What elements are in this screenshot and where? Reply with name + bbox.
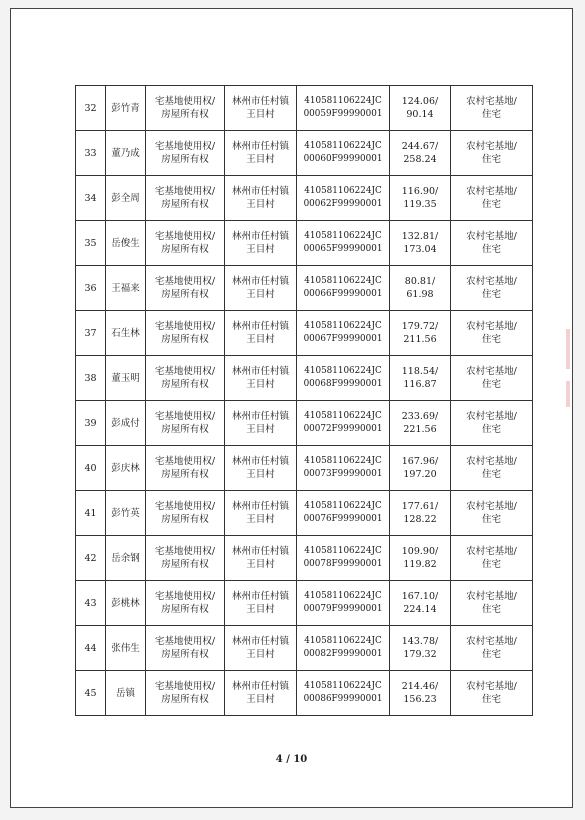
cell-location — [225, 86, 297, 131]
cell-unit-code-line: 410581106224JC — [304, 456, 382, 466]
page-number: 4 / 10 — [275, 754, 308, 765]
cell-right-type-line: 宅基地使用权/ — [154, 321, 216, 332]
cell-unit-code-line: 410581106224JC — [304, 546, 382, 556]
cell-owner-name: 石生林 — [106, 311, 146, 356]
cell-unit-code-line: 410581106224JC — [304, 411, 382, 421]
cell-area-line: 118.54/ — [401, 366, 439, 377]
cell-right-type-line: 宅基地使用权/ — [154, 276, 216, 287]
table-row — [76, 581, 533, 626]
cell-use-line: 农村宅基地/ — [466, 501, 517, 512]
cell-area-line: 197.20 — [403, 469, 437, 480]
cell-right-type-line: 房屋所有权 — [161, 289, 209, 300]
cell-use-line: 住宅 — [481, 379, 501, 390]
cell-unit-code — [297, 311, 390, 356]
cell-use-line: 农村宅基地/ — [466, 186, 517, 197]
cell-number: 40 — [76, 446, 106, 491]
cell-unit-code-line: 00065F99990001 — [303, 244, 383, 254]
cell-right-type — [146, 491, 225, 536]
cell-right-type-line: 房屋所有权 — [161, 334, 209, 345]
cell-area — [390, 86, 451, 131]
cell-use — [451, 401, 533, 446]
table-row — [76, 311, 533, 356]
cell-area-line: 167.96/ — [401, 456, 439, 467]
cell-right-type — [146, 86, 225, 131]
cell-use — [451, 356, 533, 401]
cell-number: 34 — [76, 176, 106, 221]
cell-use-line: 住宅 — [481, 424, 501, 435]
table-row — [76, 401, 533, 446]
cell-right-type — [146, 311, 225, 356]
cell-unit-code — [297, 131, 390, 176]
cell-unit-code — [297, 446, 390, 491]
cell-number: 43 — [76, 581, 106, 626]
cell-area-line: 214.46/ — [401, 681, 439, 692]
cell-owner-name: 彭桃林 — [106, 581, 146, 626]
cell-area — [390, 626, 451, 671]
cell-unit-code-line: 00068F99990001 — [303, 379, 383, 389]
cell-location-line: 林州市任村镇 — [231, 366, 289, 377]
cell-use-line: 农村宅基地/ — [466, 231, 517, 242]
cell-right-type-line: 房屋所有权 — [161, 559, 209, 570]
cell-right-type — [146, 176, 225, 221]
cell-number: 41 — [76, 491, 106, 536]
cell-location-line: 王目村 — [246, 559, 275, 570]
cell-right-type-line: 房屋所有权 — [161, 244, 209, 255]
cell-unit-code-line: 410581106224JC — [304, 96, 382, 106]
cell-unit-code-line: 00073F99990001 — [303, 469, 383, 479]
cell-owner-name: 彭竹英 — [106, 491, 146, 536]
cell-location-line: 林州市任村镇 — [231, 186, 289, 197]
cell-use — [451, 311, 533, 356]
cell-area-line: 119.35 — [403, 199, 437, 210]
cell-right-type — [146, 266, 225, 311]
cell-location — [225, 626, 297, 671]
cell-area-line: 211.56 — [403, 334, 437, 345]
cell-number: 32 — [76, 86, 106, 131]
cell-use-line: 农村宅基地/ — [466, 681, 517, 692]
cell-location-line: 林州市任村镇 — [231, 501, 289, 512]
cell-right-type-line: 房屋所有权 — [161, 154, 209, 165]
cell-area-line: 244.67/ — [401, 141, 439, 152]
cell-unit-code — [297, 671, 390, 716]
cell-unit-code-line: 410581106224JC — [304, 321, 382, 331]
cell-owner-name: 彭全周 — [106, 176, 146, 221]
cell-use-line: 住宅 — [481, 199, 501, 210]
cell-location-line: 林州市任村镇 — [231, 411, 289, 422]
cell-right-type-line: 宅基地使用权/ — [154, 591, 216, 602]
cell-location — [225, 311, 297, 356]
cell-use-line: 农村宅基地/ — [466, 411, 517, 422]
cell-location — [225, 581, 297, 626]
table-row — [76, 266, 533, 311]
cell-area-line: 119.82 — [403, 559, 437, 570]
cell-owner-name: 岳余钢 — [106, 536, 146, 581]
cell-owner-name: 彭庆林 — [106, 446, 146, 491]
cell-right-type — [146, 131, 225, 176]
cell-use — [451, 536, 533, 581]
cell-location-line: 王目村 — [246, 199, 275, 210]
cell-unit-code — [297, 536, 390, 581]
cell-use — [451, 131, 533, 176]
cell-location-line: 林州市任村镇 — [231, 231, 289, 242]
cell-area-line: 156.23 — [403, 694, 437, 705]
cell-location — [225, 671, 297, 716]
cell-unit-code — [297, 581, 390, 626]
cell-number: 45 — [76, 671, 106, 716]
table-body — [76, 86, 533, 716]
table-row — [76, 131, 533, 176]
cell-right-type — [146, 626, 225, 671]
cell-unit-code-line: 410581106224JC — [304, 591, 382, 601]
cell-unit-code — [297, 221, 390, 266]
cell-area — [390, 266, 451, 311]
cell-right-type-line: 房屋所有权 — [161, 469, 209, 480]
cell-number: 35 — [76, 221, 106, 266]
cell-use — [451, 86, 533, 131]
cell-location-line: 王目村 — [246, 649, 275, 660]
cell-unit-code — [297, 356, 390, 401]
cell-right-type-line: 宅基地使用权/ — [154, 681, 216, 692]
cell-location-line: 林州市任村镇 — [231, 276, 289, 287]
cell-use — [451, 221, 533, 266]
cell-use — [451, 446, 533, 491]
cell-right-type-line: 宅基地使用权/ — [154, 501, 216, 512]
cell-number: 44 — [76, 626, 106, 671]
cell-area-line: 173.04 — [403, 244, 437, 255]
cell-area-line: 177.61/ — [401, 501, 439, 512]
cell-right-type-line: 房屋所有权 — [161, 379, 209, 390]
cell-location-line: 林州市任村镇 — [231, 96, 289, 107]
cell-use — [451, 491, 533, 536]
cell-right-type-line: 宅基地使用权/ — [154, 456, 216, 467]
cell-right-type-line: 房屋所有权 — [161, 649, 209, 660]
cell-right-type-line: 宅基地使用权/ — [154, 546, 216, 557]
cell-right-type — [146, 536, 225, 581]
cell-right-type-line: 房屋所有权 — [161, 109, 209, 120]
cell-use-line: 住宅 — [481, 109, 501, 120]
cell-owner-name: 王福来 — [106, 266, 146, 311]
cell-use — [451, 581, 533, 626]
cell-location — [225, 266, 297, 311]
cell-right-type-line: 宅基地使用权/ — [154, 186, 216, 197]
cell-right-type-line: 宅基地使用权/ — [154, 411, 216, 422]
cell-use — [451, 626, 533, 671]
cell-use-line: 农村宅基地/ — [466, 321, 517, 332]
cell-number: 38 — [76, 356, 106, 401]
cell-location-line: 林州市任村镇 — [231, 591, 289, 602]
cell-location — [225, 536, 297, 581]
table-row — [76, 176, 533, 221]
cell-area-line: 109.90/ — [401, 546, 439, 557]
cell-use-line: 住宅 — [481, 469, 501, 480]
cell-right-type-line: 宅基地使用权/ — [154, 366, 216, 377]
cell-unit-code — [297, 176, 390, 221]
cell-number: 42 — [76, 536, 106, 581]
cell-location-line: 王目村 — [246, 289, 275, 300]
cell-use-line: 农村宅基地/ — [466, 456, 517, 467]
cell-location-line: 王目村 — [246, 379, 275, 390]
table-row — [76, 491, 533, 536]
cell-area — [390, 446, 451, 491]
cell-unit-code-line: 410581106224JC — [304, 186, 382, 196]
cell-unit-code-line: 410581106224JC — [304, 231, 382, 241]
cell-area-line: 132.81/ — [401, 231, 439, 242]
cell-area-line: 258.24 — [403, 154, 437, 165]
cell-right-type-line: 房屋所有权 — [161, 424, 209, 435]
cell-area — [390, 356, 451, 401]
cell-owner-name: 彭竹青 — [106, 86, 146, 131]
cell-number: 39 — [76, 401, 106, 446]
table-row — [76, 221, 533, 266]
cell-right-type — [146, 446, 225, 491]
cell-owner-name: 董乃成 — [106, 131, 146, 176]
cell-unit-code-line: 00066F99990001 — [303, 289, 383, 299]
cell-owner-name: 岳镇 — [106, 671, 146, 716]
cell-area-line: 233.69/ — [401, 411, 439, 422]
cell-right-type-line: 房屋所有权 — [161, 604, 209, 615]
cell-use-line: 住宅 — [481, 559, 501, 570]
cell-right-type — [146, 401, 225, 446]
cell-area-line: 179.72/ — [401, 321, 439, 332]
cell-use-line: 农村宅基地/ — [466, 591, 517, 602]
cell-right-type-line: 房屋所有权 — [161, 199, 209, 210]
cell-unit-code — [297, 266, 390, 311]
cell-unit-code-line: 00082F99990001 — [303, 649, 383, 659]
cell-location — [225, 491, 297, 536]
cell-unit-code — [297, 86, 390, 131]
cell-location-line: 林州市任村镇 — [231, 546, 289, 557]
cell-right-type-line: 宅基地使用权/ — [154, 636, 216, 647]
cell-right-type-line: 宅基地使用权/ — [154, 96, 216, 107]
table-row — [76, 446, 533, 491]
cell-use-line: 住宅 — [481, 244, 501, 255]
cell-right-type — [146, 356, 225, 401]
cell-area-line: 80.81/ — [404, 276, 436, 287]
cell-area — [390, 176, 451, 221]
cell-area-line: 167.10/ — [401, 591, 439, 602]
cell-location-line: 王目村 — [246, 694, 275, 705]
cell-location — [225, 221, 297, 266]
cell-location-line: 林州市任村镇 — [231, 456, 289, 467]
cell-location — [225, 176, 297, 221]
cell-owner-name: 张伟生 — [106, 626, 146, 671]
cell-location — [225, 446, 297, 491]
cell-unit-code-line: 410581106224JC — [304, 501, 382, 511]
cell-area-line: 61.98 — [406, 289, 434, 300]
cell-location-line: 林州市任村镇 — [231, 681, 289, 692]
cell-location-line: 林州市任村镇 — [231, 321, 289, 332]
cell-location-line: 王目村 — [246, 154, 275, 165]
table-row — [76, 536, 533, 581]
table-row — [76, 356, 533, 401]
cell-area-line: 221.56 — [403, 424, 437, 435]
registration-table — [75, 85, 533, 716]
table-row — [76, 626, 533, 671]
cell-location-line: 林州市任村镇 — [231, 141, 289, 152]
cell-unit-code-line: 410581106224JC — [304, 681, 382, 691]
cell-area — [390, 131, 451, 176]
cell-location-line: 王目村 — [246, 109, 275, 120]
cell-unit-code-line: 00079F99990001 — [303, 604, 383, 614]
cell-use — [451, 671, 533, 716]
document-page — [10, 8, 573, 808]
cell-area-line: 128.22 — [403, 514, 437, 525]
cell-unit-code-line: 00072F99990001 — [303, 424, 383, 434]
cell-area-line: 116.87 — [403, 379, 437, 390]
cell-number: 33 — [76, 131, 106, 176]
cell-unit-code-line: 00062F99990001 — [303, 199, 383, 209]
cell-right-type — [146, 581, 225, 626]
cell-use — [451, 176, 533, 221]
cell-location-line: 王目村 — [246, 334, 275, 345]
cell-right-type-line: 房屋所有权 — [161, 694, 209, 705]
cell-use-line: 住宅 — [481, 604, 501, 615]
cell-unit-code-line: 00086F99990001 — [303, 694, 383, 704]
cell-use-line: 住宅 — [481, 289, 501, 300]
cell-area-line: 143.78/ — [401, 636, 439, 647]
cell-area-line: 116.90/ — [401, 186, 439, 197]
cell-use-line: 农村宅基地/ — [466, 546, 517, 557]
cell-number: 36 — [76, 266, 106, 311]
cell-area — [390, 581, 451, 626]
cell-location-line: 王目村 — [246, 244, 275, 255]
seal-edge-mark — [566, 329, 570, 369]
cell-use — [451, 266, 533, 311]
cell-location-line: 林州市任村镇 — [231, 636, 289, 647]
cell-location-line: 王目村 — [246, 424, 275, 435]
cell-location — [225, 356, 297, 401]
cell-use-line: 农村宅基地/ — [466, 276, 517, 287]
table-row — [76, 86, 533, 131]
table-row — [76, 671, 533, 716]
cell-area — [390, 311, 451, 356]
cell-location — [225, 131, 297, 176]
cell-right-type-line: 房屋所有权 — [161, 514, 209, 525]
cell-unit-code-line: 410581106224JC — [304, 141, 382, 151]
cell-right-type — [146, 671, 225, 716]
cell-use-line: 农村宅基地/ — [466, 636, 517, 647]
cell-right-type-line: 宅基地使用权/ — [154, 141, 216, 152]
cell-use-line: 住宅 — [481, 649, 501, 660]
cell-location — [225, 401, 297, 446]
cell-area-line: 224.14 — [403, 604, 437, 615]
cell-area — [390, 491, 451, 536]
cell-use-line: 住宅 — [481, 694, 501, 705]
cell-area — [390, 536, 451, 581]
seal-edge-mark — [566, 381, 570, 407]
cell-location-line: 王目村 — [246, 469, 275, 480]
cell-area — [390, 221, 451, 266]
cell-unit-code — [297, 626, 390, 671]
cell-use-line: 住宅 — [481, 154, 501, 165]
cell-owner-name: 董玉明 — [106, 356, 146, 401]
cell-unit-code-line: 00060F99990001 — [303, 154, 383, 164]
cell-use-line: 农村宅基地/ — [466, 96, 517, 107]
cell-unit-code-line: 00076F99990001 — [303, 514, 383, 524]
cell-use-line: 农村宅基地/ — [466, 141, 517, 152]
cell-location-line: 王目村 — [246, 514, 275, 525]
cell-number: 37 — [76, 311, 106, 356]
cell-owner-name: 彭成付 — [106, 401, 146, 446]
cell-unit-code-line: 00078F99990001 — [303, 559, 383, 569]
cell-use-line: 农村宅基地/ — [466, 366, 517, 377]
cell-right-type-line: 宅基地使用权/ — [154, 231, 216, 242]
cell-owner-name: 岳俊生 — [106, 221, 146, 266]
cell-unit-code-line: 410581106224JC — [304, 366, 382, 376]
cell-area-line: 124.06/ — [401, 96, 439, 107]
cell-area-line: 90.14 — [406, 109, 434, 120]
cell-area — [390, 671, 451, 716]
cell-unit-code-line: 00067F99990001 — [303, 334, 383, 344]
cell-unit-code-line: 410581106224JC — [304, 636, 382, 646]
cell-location-line: 王目村 — [246, 604, 275, 615]
cell-use-line: 住宅 — [481, 334, 501, 345]
cell-unit-code — [297, 401, 390, 446]
cell-area-line: 179.32 — [403, 649, 437, 660]
cell-unit-code-line: 410581106224JC — [304, 276, 382, 286]
cell-area — [390, 401, 451, 446]
cell-right-type — [146, 221, 225, 266]
cell-unit-code-line: 00059F99990001 — [303, 109, 383, 119]
cell-unit-code — [297, 491, 390, 536]
cell-use-line: 住宅 — [481, 514, 501, 525]
